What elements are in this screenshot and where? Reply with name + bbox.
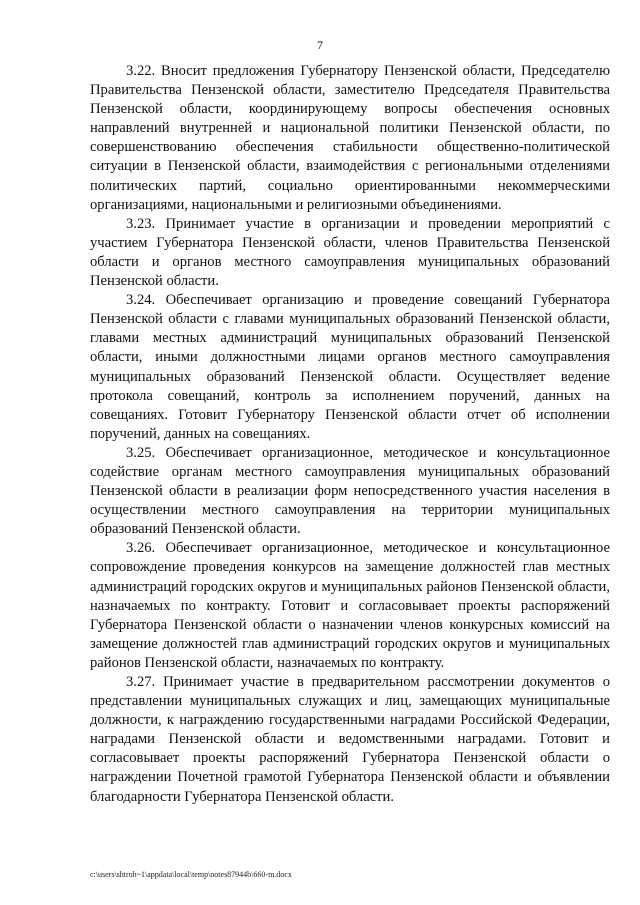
- paragraph-3-22: 3.22. Вносит предложения Губернатору Пензенской области, Председателю Правительства Пензенской области, заместителю Председателя Правительства Пензенской области, координирующему вопросы обеспечения основных направлений внутренней и национальной политики Пензенской области, по совершенствованию обеспечения стабильности общественно-политической ситуации в Пензенской области, взаимодействия с региональными отделениями политических партий, социально ориентированными некоммерческими организациями, национальными и религиозными объединениями.: [90, 63, 610, 213]
- paragraph-3-26: 3.26. Обеспечивает организационное, методическое и консультационное сопровождение проведения конкурсов на замещение должностей глав местных администраций городских округов и муниципальных районов Пензенской области, назначаемых по контракту. Готовит и согласовывает проекты распоряжений Губернатора Пензенской области о назначении членов конкурсных комиссий на замещение должностей глав администраций городских округов и муниципальных районов Пензенской области, назначаемых по контракту.: [90, 540, 610, 671]
- paragraph-3-25: 3.25. Обеспечивает организационное, методическое и консультационное содействие органам местного самоуправления муниципальных образований Пензенской области в реализации форм непосредственного участия населения в осуществлении местного самоуправления на территории муниципальных образований Пензенской области.: [90, 444, 610, 538]
- document-body: [90, 62, 610, 807]
- page-number: 7: [317, 38, 323, 52]
- paragraph-3-24: 3.24. Обеспечивает организацию и проведение совещаний Губернатора Пензенской области с главами муниципальных образований Пензенской области, главами местных администраций муниципальных образований Пензенской области, иными должностными лицами органов местного самоуправления муниципальных образований Пензенской области. Осуществляет ведение протокола совещаний, контроль за исполнением поручений, данных на совещаниях. Готовит Губернатору Пензенской области отчет об исполнении поручений, данных на совещаниях.: [90, 292, 610, 442]
- paragraph-3-23: 3.23. Принимает участие в организации и проведении мероприятий с участием Губернатора Пензенской области, членов Правительства Пензенской области и органов местного самоуправления муниципальных образований Пензенской области.: [90, 215, 610, 290]
- footer-file-path: c:\users\shtroh~1\appdata\local\temp\notes87944b\660-m.docx: [90, 870, 292, 879]
- paragraph-3-27: 3.27. Принимает участие в предварительном рассмотрении документов о представлении муниципальных служащих и лиц, замещающих муниципальные должности, к награждению государственными наградами Российской Федерации, наградами Пензенской области и ведомственными наградами. Готовит и согласовывает проекты распоряжений Губернатора Пензенской области о награждении Почетной грамотой Губернатора Пензенской области и объявлении благодарности Губернатора Пензенской области.: [90, 674, 610, 805]
